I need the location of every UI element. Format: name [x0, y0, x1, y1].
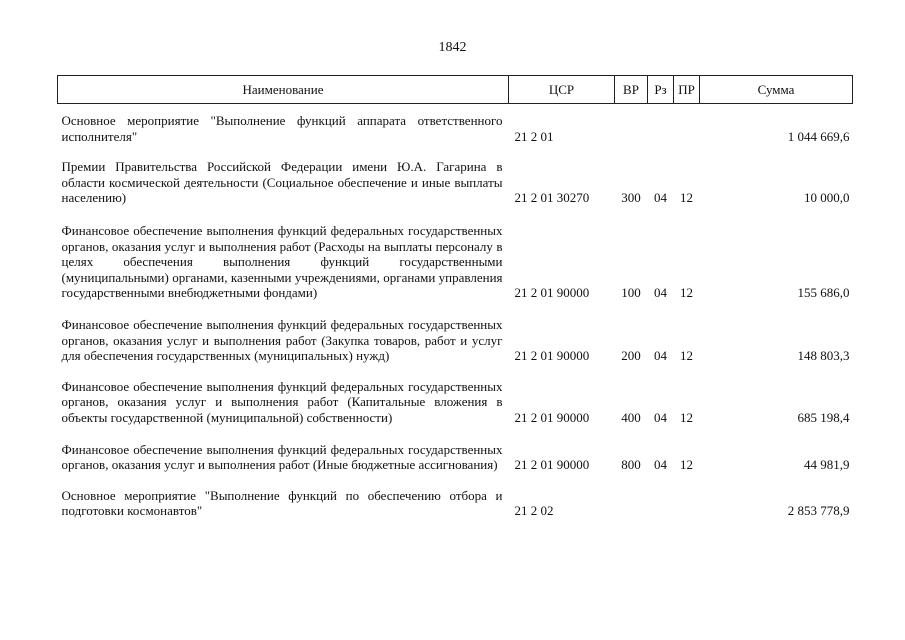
- table-row: [58, 144, 853, 206]
- row-name: Финансовое обеспечение выполнения функций федеральных государственных органов, оказания услуг и выполнения работ (Закупка товаров, работ и услуг для обеспечения государственных (муниципальных) нужд): [61, 316, 503, 364]
- row-rz: 04: [654, 285, 667, 301]
- header-csr: ЦСР: [509, 76, 615, 104]
- row-sum: 1 044 669,6: [787, 128, 850, 144]
- row-vr: 800: [621, 457, 641, 473]
- row-rz: [648, 473, 674, 519]
- row-name: Финансовое обеспечение выполнения функций федеральных государственных органов, оказания услуг и выполнения работ (Расходы на выплаты персоналу в целях обеспечения выполнения функций государственными (муниципальными) органами, казенными учреждениями, органами управления государственными внебюджетными фондами): [61, 222, 503, 301]
- table-row: [58, 206, 853, 301]
- row-rz: [648, 104, 674, 145]
- row-csr: 21 2 01 30270: [514, 190, 590, 206]
- row-sum: 148 803,3: [797, 348, 850, 364]
- row-csr: 21 2 01 90000: [514, 348, 590, 364]
- row-vr: 300: [621, 190, 641, 206]
- row-name: Основное мероприятие "Выполнение функций аппарата ответственного исполнителя": [61, 113, 503, 144]
- row-name: Премии Правительства Российской Федерации имени Ю.А. Гагарина в области космической деятельности (Социальное обеспечение и иные выплаты населению): [61, 159, 503, 206]
- row-pr: 12: [680, 457, 693, 473]
- table-row: [58, 473, 853, 519]
- table-row: [58, 104, 853, 145]
- row-csr: 21 2 01: [514, 128, 554, 144]
- row-name: Основное мероприятие "Выполнение функций по обеспечению отбора и подготовки космонавтов": [61, 487, 503, 519]
- table-row: [58, 364, 853, 426]
- header-sum: Сумма: [700, 76, 853, 104]
- row-csr: 21 2 01 90000: [514, 409, 590, 425]
- table-row: [58, 301, 853, 364]
- row-sum: 2 853 778,9: [787, 503, 850, 519]
- row-csr: 21 2 01 90000: [514, 285, 590, 301]
- header-rz: Рз: [648, 76, 674, 104]
- row-sum: 44 981,9: [804, 457, 850, 473]
- row-pr: 12: [680, 190, 693, 206]
- row-rz: 04: [654, 348, 667, 364]
- row-sum: 685 198,4: [797, 409, 850, 425]
- header-name: Наименование: [58, 76, 509, 104]
- row-vr: [615, 473, 648, 519]
- page-number: 1842: [438, 40, 467, 55]
- row-pr: 12: [680, 285, 693, 301]
- row-sum: 10 000,0: [804, 190, 850, 206]
- table-row: [58, 426, 853, 473]
- table-header-row: [58, 76, 853, 104]
- row-csr: 21 2 01 90000: [514, 457, 590, 473]
- row-pr: [674, 473, 700, 519]
- row-rz: 04: [654, 190, 667, 206]
- budget-table: [57, 75, 853, 519]
- header-vr: ВР: [615, 76, 648, 104]
- row-vr: 100: [621, 285, 641, 301]
- row-name: Финансовое обеспечение выполнения функций федеральных государственных органов, оказания услуг и выполнения работ (Капитальные вложения в объекты государственной (муниципальной) собственности): [61, 378, 503, 425]
- header-pr: ПР: [674, 76, 700, 104]
- row-pr: [674, 104, 700, 145]
- row-vr: 400: [621, 409, 641, 425]
- row-vr: 200: [621, 348, 641, 364]
- row-vr: [615, 104, 648, 145]
- row-pr: 12: [680, 348, 693, 364]
- row-sum: 155 686,0: [797, 285, 850, 301]
- row-rz: 04: [654, 409, 667, 425]
- row-pr: 12: [680, 409, 693, 425]
- row-name: Финансовое обеспечение выполнения функций федеральных государственных органов, оказания услуг и выполнения работ (Иные бюджетные ассигнования): [61, 441, 503, 473]
- row-rz: 04: [654, 457, 667, 473]
- row-csr: 21 2 02: [514, 503, 554, 519]
